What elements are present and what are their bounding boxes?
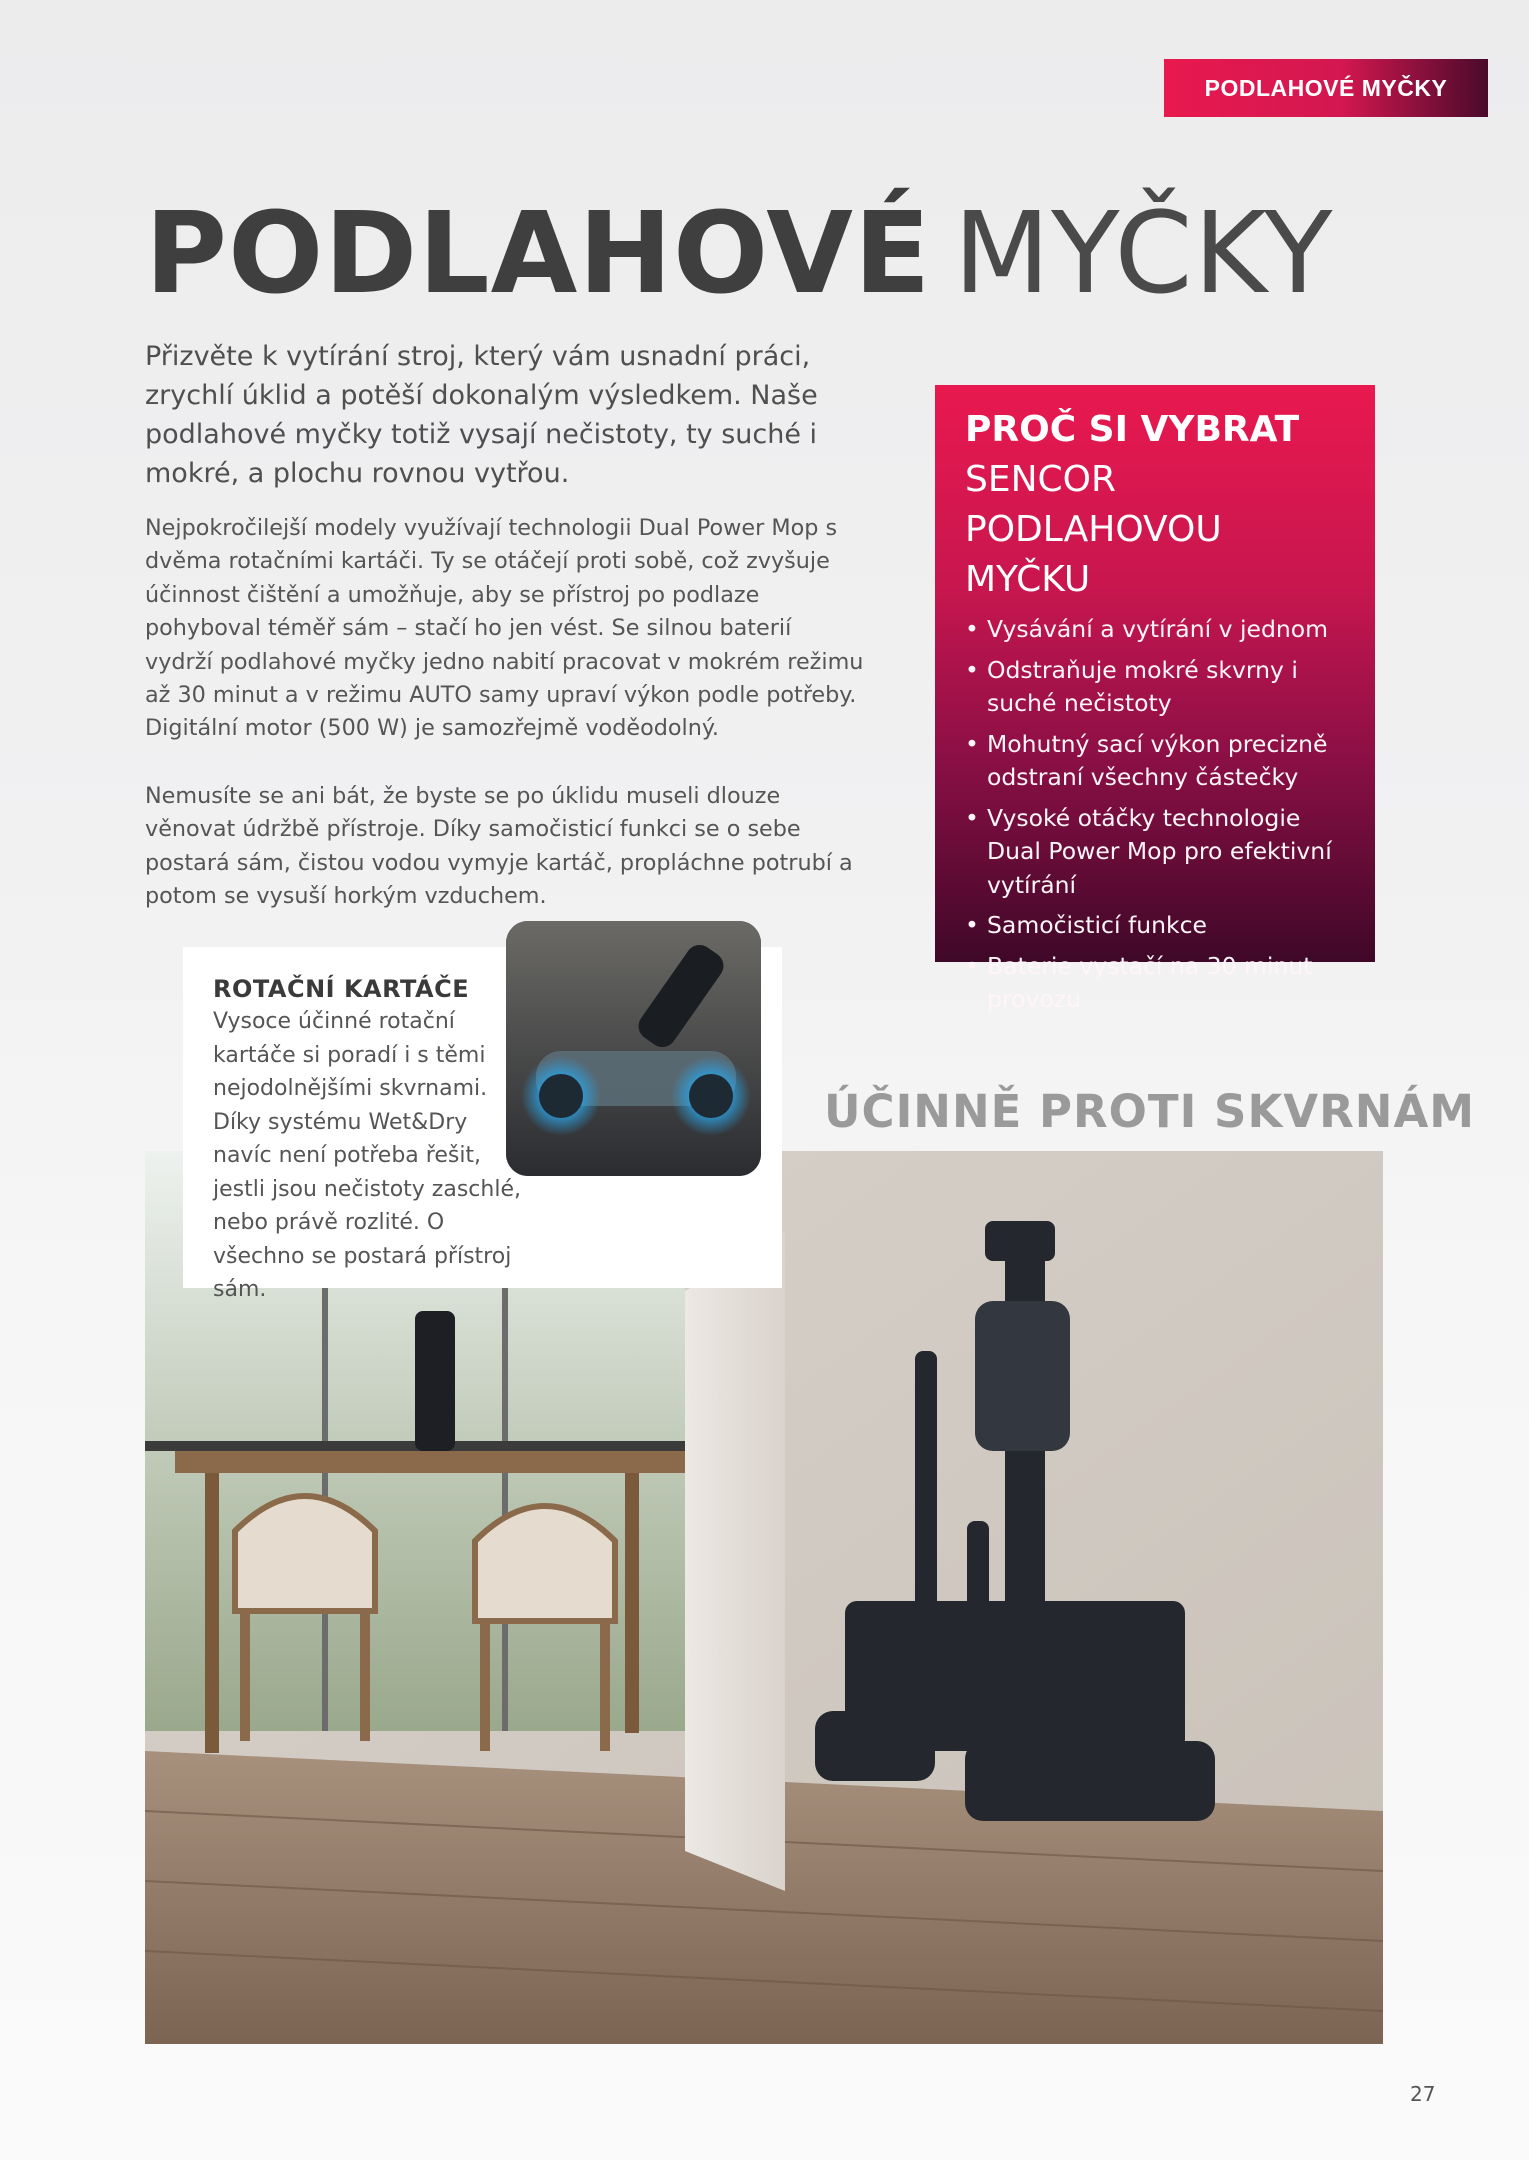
- why-choose-heading: [965, 405, 1351, 605]
- title-light: MYČKY: [953, 189, 1334, 319]
- stain-heading: ÚČINNĚ PROTI SKVRNÁM: [824, 1085, 1476, 1138]
- benefit-item: [965, 909, 1351, 943]
- benefit-item: [965, 802, 1351, 903]
- benefit-item: [965, 950, 1351, 1017]
- benefit-item: [965, 654, 1351, 721]
- bullet-icon: •: [965, 729, 979, 758]
- section-tag: PODLAHOVÉ MYČKY: [1164, 59, 1488, 117]
- benefit-label: Baterie vystačí na 30 minut provozu: [987, 951, 1313, 1013]
- benefit-item: [965, 613, 1351, 647]
- lead-paragraph: Přizvěte k vytírání stroj, který vám usnadní práci, zrychlí úklid a potěší dokonalým výsledkem. Naše podlahové myčky totiž vysají nečistoty, ty suché i mokré, a plochu rovnou vytřou.: [145, 341, 818, 489]
- title-bold: PODLAHOVÉ: [145, 189, 932, 319]
- benefit-label: Vysoké otáčky technologie Dual Power Mop pro efektivní vytírání: [987, 803, 1332, 899]
- page-number: 27: [1410, 2082, 1436, 2106]
- why-heading-line2: SENCOR: [965, 459, 1117, 500]
- bullet-icon: •: [965, 951, 979, 980]
- benefit-label: Samočisticí funkce: [987, 911, 1207, 939]
- bullet-icon: •: [965, 911, 979, 939]
- benefits-list: [965, 613, 1351, 1017]
- bullet-icon: •: [965, 615, 979, 643]
- benefit-label: Odstraňuje mokré skvrny i suché nečistoty: [987, 655, 1298, 717]
- benefit-label: Vysávání a vytírání v jednom: [987, 615, 1329, 643]
- brush-closeup-photo: [506, 921, 761, 1176]
- why-heading-bold: PROČ SI VYBRAT: [965, 409, 1300, 450]
- brush-card-description: Vysoce účinné rotační kartáče si poradí i s těmi nejodolnějšími skvrnami. Díky systému Wet&Dry navíc není potřeba řešit, jestli jsou nečistoty zaschlé, nebo právě rozlité. O všechno se postará přístroj sám.: [213, 1009, 521, 1302]
- body-paragraph-1: Nejpokročilejší modely využívají technologii Dual Power Mop s dvěma rotačními kartáči. Ty se otáčejí proti sobě, což zvyšuje účinnost čištění a umožňuje, aby se přístroj po podlaze pohyboval téměř sám – stačí ho jen vést. Se silnou baterií vydrží podlahové myčky jedno nabití pracovat v mokrém režimu až 30 minut a v režimu AUTO samy upraví výkon podle potřeby. Digitální motor (500 W) je samozřejmě voděodolný.: [145, 515, 864, 742]
- benefit-item: [965, 728, 1351, 795]
- body-paragraph-2: Nemusíte se ani bát, že byste se po úklidu museli dlouze věnovat údržbě přístroje. Díky samočisticí funkci se o sebe postará sám, čistou vodou vymyje kartáč, propláchne potrubí a potom se vysuší horkým vzduchem.: [145, 783, 853, 910]
- why-heading-line3: PODLAHOVOU MYČKU: [965, 509, 1222, 600]
- page-title: [145, 189, 1334, 319]
- benefit-label: Mohutný sací výkon precizně odstraní všechny částečky: [987, 729, 1328, 791]
- bullet-icon: •: [965, 803, 979, 832]
- why-choose-box: [935, 385, 1375, 1013]
- brush-card-title: ROTAČNÍ KARTÁČE: [213, 975, 470, 1003]
- bullet-icon: •: [965, 655, 979, 684]
- brush-card-text: [213, 975, 523, 1307]
